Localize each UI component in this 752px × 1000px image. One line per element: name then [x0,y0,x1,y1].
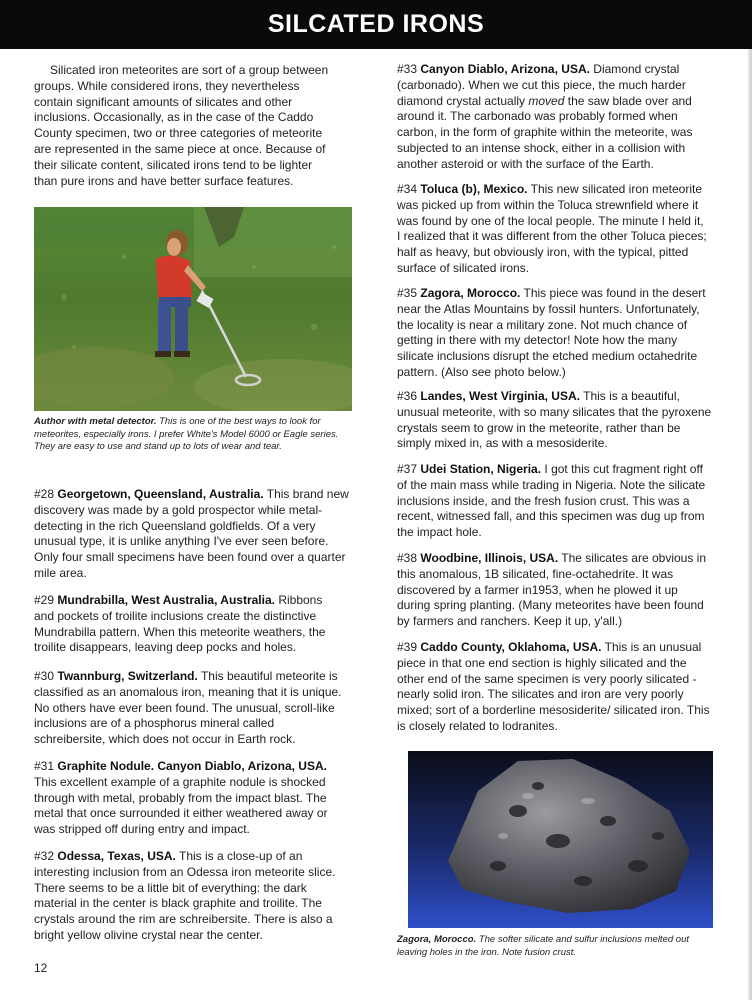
entry-30-num: #30 [34,669,55,683]
entry-39-num: #39 [397,640,418,654]
zagora-meteorite-image [408,751,713,928]
metal-detector-photo [34,207,352,411]
entry-35-title: Zagora, Morocco. [420,286,521,300]
entry-31-title: Graphite Nodule. Canyon Diablo, Arizona, USA. [57,759,327,773]
zagora-caption [397,934,715,959]
entry-28 [34,487,352,582]
entry-34-title: Toluca (b), Mexico. [420,182,528,196]
entry-31-num: #31 [34,759,55,773]
entry-37-title: Udei Station, Nigeria. [420,462,542,476]
entry-37-text: I got this cut fragment right off of the main mass while trading in Nigeria. Note the silicate inclusions inside, and the fresh fusion crust. This was a recent, witnessed fall, and this specimen was dug up from the impact hole. [397,462,706,540]
entry-39 [397,640,717,735]
entry-36 [397,389,717,452]
entry-33 [397,62,717,173]
entry-38-text: The silicates are obvious in this anomalous, 1B silicated, fine-octahedrite. It was discovered by a farmer in1953, when he plowed it up during spring planting. (Many meteorites have been found by farmers and ranchers. Keep it up, y'all.) [397,551,707,629]
entry-38-num: #38 [397,551,418,565]
entry-29-num: #29 [34,593,55,607]
entry-34 [397,182,717,277]
entry-32-num: #32 [34,849,55,863]
entry-28-text: This brand new discovery was made by a gold prospector while metal-detecting in the rich Queensland goldfields. Of a very unusual type, it is unlike anything I've ever seen before. Only four small specimens have been found over a quarter mile area. [34,487,349,580]
entry-33-num: #33 [397,62,418,76]
entry-38 [397,551,717,630]
page-number: 12 [34,961,48,975]
entry-31-text: This excellent example of a graphite nodule is shocked through with metal, probably from the impact blast. The metal that once surrounded it either weathered away or was stripped off during entry and impact. [34,774,328,837]
zagora-meteorite-photo [408,751,713,928]
entry-28-num: #28 [34,487,55,501]
entry-32-text: This is a close-up of an interesting inclusion from an Odessa iron meteorite slice. There seems to be a little bit of everything: the dark material in the center is black graphite and troilite. The crystals around the rim are schreibersite. There is also a bright yellow olivine crystal near the center. [34,849,336,942]
entry-33-text-before: Diamond crystal (carbonado). When we cut this piece, the much harder diamond crystal actually [397,62,686,108]
entry-37-num: #37 [397,462,418,476]
entry-36-title: Landes, West Virginia, USA. [420,389,580,403]
metal-detector-caption-text: This is one of the best ways to look for meteorites, especially irons. I prefer White's Model 6000 or Eagle series. They are easy to use and stand up to lots of wear and tear. [34,416,339,452]
entry-34-text: This new silicated iron meteorite was picked up from within the Toluca strewnfield where it was found by one of the local people. The minute I held it, I realized that it was different from the other Toluca pieces; half as heavy, but obviously iron, with the typical, pitted surface of silicated irons. [397,182,707,275]
zagora-caption-title: Zagora, Morocco. [397,934,477,945]
entry-31 [34,759,352,838]
entry-29-title: Mundrabilla, West Australia, Australia. [57,593,275,607]
entry-37 [397,462,717,541]
entry-30-title: Twannburg, Switzerland. [57,669,198,683]
intro-paragraph: Silicated iron meteorites are sort of a group between groups. While considered irons, they nevertheless contain significant amounts of silicates and other inclusions. Occasionally, as in the case of the Caddo County specimen, two or three categories of meteorite are represented in the same piece at once. Because of their silicate content, silicated irons tend to be lighter than pure irons and have better surface features. [34,63,329,188]
entry-36-text: This is a beautiful, unusual meteorite, with so many silicates that the pyroxene crystals seem to grow in the meteorite, rather than be simply mixed in, as with a mesosiderite. [397,389,712,451]
page-title: SILCATED IRONS [267,10,485,38]
entry-33-text-italic: moved [528,93,565,108]
page-spine-shadow [748,49,752,1000]
entry-34-num: #34 [397,182,418,196]
entry-32 [34,849,352,944]
entry-32-title: Odessa, Texas, USA. [57,849,176,863]
entry-35-num: #35 [397,286,418,300]
entry-29-text: Ribbons and pockets of troilite inclusions create the distinctive Mundrabilla pattern. When this meteorite weathers, the troilite disappears, leaving deep pocks and holes. [34,593,326,655]
entry-33-text-after: the saw blade over and around it. The carbonado was probably formed when carbon, in the form of graphite within the meteorite, was subjected to an intense shock, either in a collision with another asteroid or with the surface of the Earth. [397,93,693,171]
right-column [397,0,717,1000]
entry-28-title: Georgetown, Queensland, Australia. [57,487,264,501]
entry-39-text: This is an unusual piece in that one end section is highly silicated and the other end of the same specimen is very poorly silicated - nearly solid iron. The silicates and iron are very poorly mixed; sort of a borderline mesosiderite/ silicated iron. This is closely related to lodranites. [397,640,710,733]
entry-35 [397,286,717,381]
metal-detector-caption-title: Author with metal detector. [34,416,157,427]
entry-29 [34,593,352,656]
entry-30 [34,669,352,748]
entry-36-num: #36 [397,389,418,403]
left-column [34,0,352,1000]
metal-detector-photo-image [34,207,352,411]
entry-30-text: This beautiful meteorite is classified as an anomalous iron, meaning that it is unique. No others have ever been found. The unusual, scroll-like inclusions are of a phosphorus mineral called schreibersite, which does not occur in Earth rock. [34,669,342,747]
entry-33-title: Canyon Diablo, Arizona, USA. [420,62,590,76]
entry-39-title: Caddo County, Oklahoma, USA. [420,640,602,654]
zagora-caption-text: The softer silicate and sulfur inclusions melted out leaving holes in the iron. Note fusion crust. [397,934,689,958]
entry-35-text: This piece was found in the desert near the Atlas Mountains by fossil hunters. Unfortunately, the locality is near a military zone. Not much chance of getting in there with my detector! Note how the many silicate inclusions disrupt the etched medium octahedrite pattern. (Also see photo below.) [397,286,706,379]
metal-detector-caption [34,416,352,454]
entry-38-title: Woodbine, Illinois, USA. [420,551,559,565]
